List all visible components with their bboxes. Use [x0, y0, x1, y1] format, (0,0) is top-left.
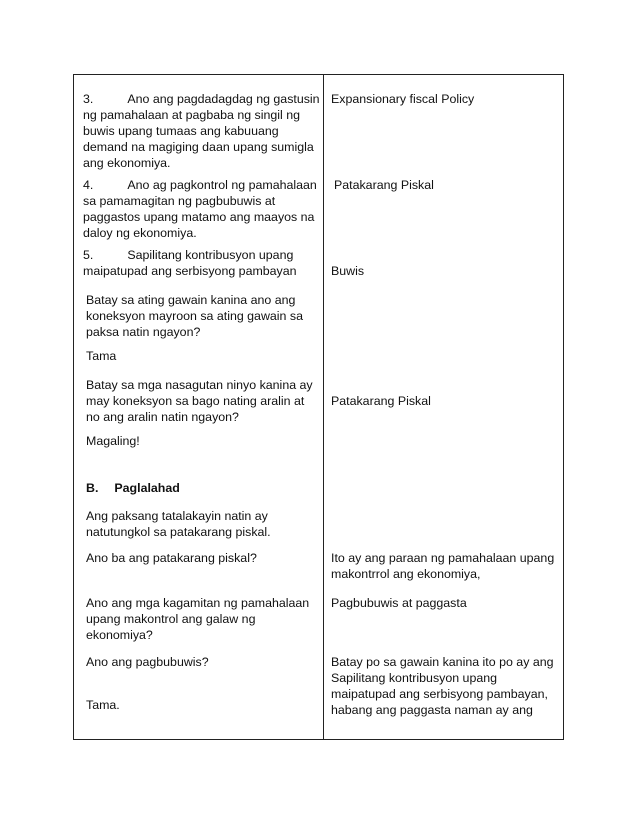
column-divider — [323, 74, 324, 740]
text-line: Ano ang mga kagamitan ng pamahalaan — [86, 596, 310, 610]
text-line: paksa natin ngayon? — [86, 325, 201, 339]
text-line: ekonomiya? — [86, 628, 153, 642]
question-text-line: ng pamahalaan at pagbaba ng singil ng — [83, 108, 301, 122]
question-number: 4. — [83, 178, 94, 192]
question-text-line: ang ekonomiya. — [83, 156, 171, 170]
text-line: maipatupad ang serbisyong pambayan, — [331, 687, 548, 701]
question-text-line: Ano ang pagdadagdag ng gastusin — [127, 92, 320, 106]
question-text-line: buwis upang tumaas ang kabuuang — [83, 124, 279, 138]
answer-5: Buwis — [331, 264, 365, 278]
text-line: no ang aralin natin ngayon? — [86, 410, 239, 424]
question-text-line: Sapilitang kontribusyon upang — [127, 248, 294, 262]
section-letter: B. — [86, 481, 99, 495]
text-line: upang makontrol ang galaw ng — [86, 612, 256, 626]
section-b-heading — [86, 481, 180, 497]
magaling-response: Magaling! — [86, 434, 140, 448]
text-line: habang ang paggasta naman ay ang — [331, 703, 533, 717]
text-line: natutungkol sa patakarang piskal. — [86, 525, 271, 539]
question-pagbubuwis: Ano ang pagbubuwis? — [86, 655, 209, 669]
question-text-line: paggastos upang matamo ang maayos na — [83, 210, 315, 224]
question-number: 5. — [83, 248, 94, 262]
question-text-line: demand na magiging daan upang sumigla — [83, 140, 314, 154]
text-line: koneksyon mayroon sa ating gawain sa — [86, 309, 303, 323]
answer-4: Patakarang Piskal — [334, 178, 434, 192]
text-line: Ito ay ang paraan ng pamahalaan upang — [331, 551, 555, 565]
answer-batay-2: Patakarang Piskal — [331, 394, 431, 408]
question-text-line: Ano ag pagkontrol ng pamahalaan — [127, 178, 317, 192]
answer-kagamitan: Pagbubuwis at paggasta — [331, 596, 467, 610]
text-line: may koneksyon sa bago nating aralin at — [86, 394, 305, 408]
question-number: 3. — [83, 92, 94, 106]
section-title: Paglalahad — [114, 481, 180, 495]
question-text-line: sa pamamagitan ng pagbubuwis at — [83, 194, 276, 208]
question-text-line: maipatupad ang serbisyong pambayan — [83, 264, 297, 278]
text-line: Batay sa mga nasagutan ninyo kanina ay — [86, 378, 313, 392]
question-patakarang-piskal: Ano ba ang patakarang piskal? — [86, 551, 257, 565]
text-line: Batay po sa gawain kanina ito po ay ang — [331, 655, 554, 669]
text-line: Ang paksang tatalakayin natin ay — [86, 509, 268, 523]
answer-3: Expansionary fiscal Policy — [331, 92, 475, 106]
text-line: Sapilitang kontribusyon upang — [331, 671, 498, 685]
text-line: Batay sa ating gawain kanina ano ang — [86, 293, 296, 307]
tama-response: Tama — [86, 349, 117, 363]
text-line: makontrrol ang ekonomiya, — [331, 567, 481, 581]
tama-response: Tama. — [86, 698, 120, 712]
question-text-line: daloy ng ekonomiya. — [83, 226, 197, 240]
